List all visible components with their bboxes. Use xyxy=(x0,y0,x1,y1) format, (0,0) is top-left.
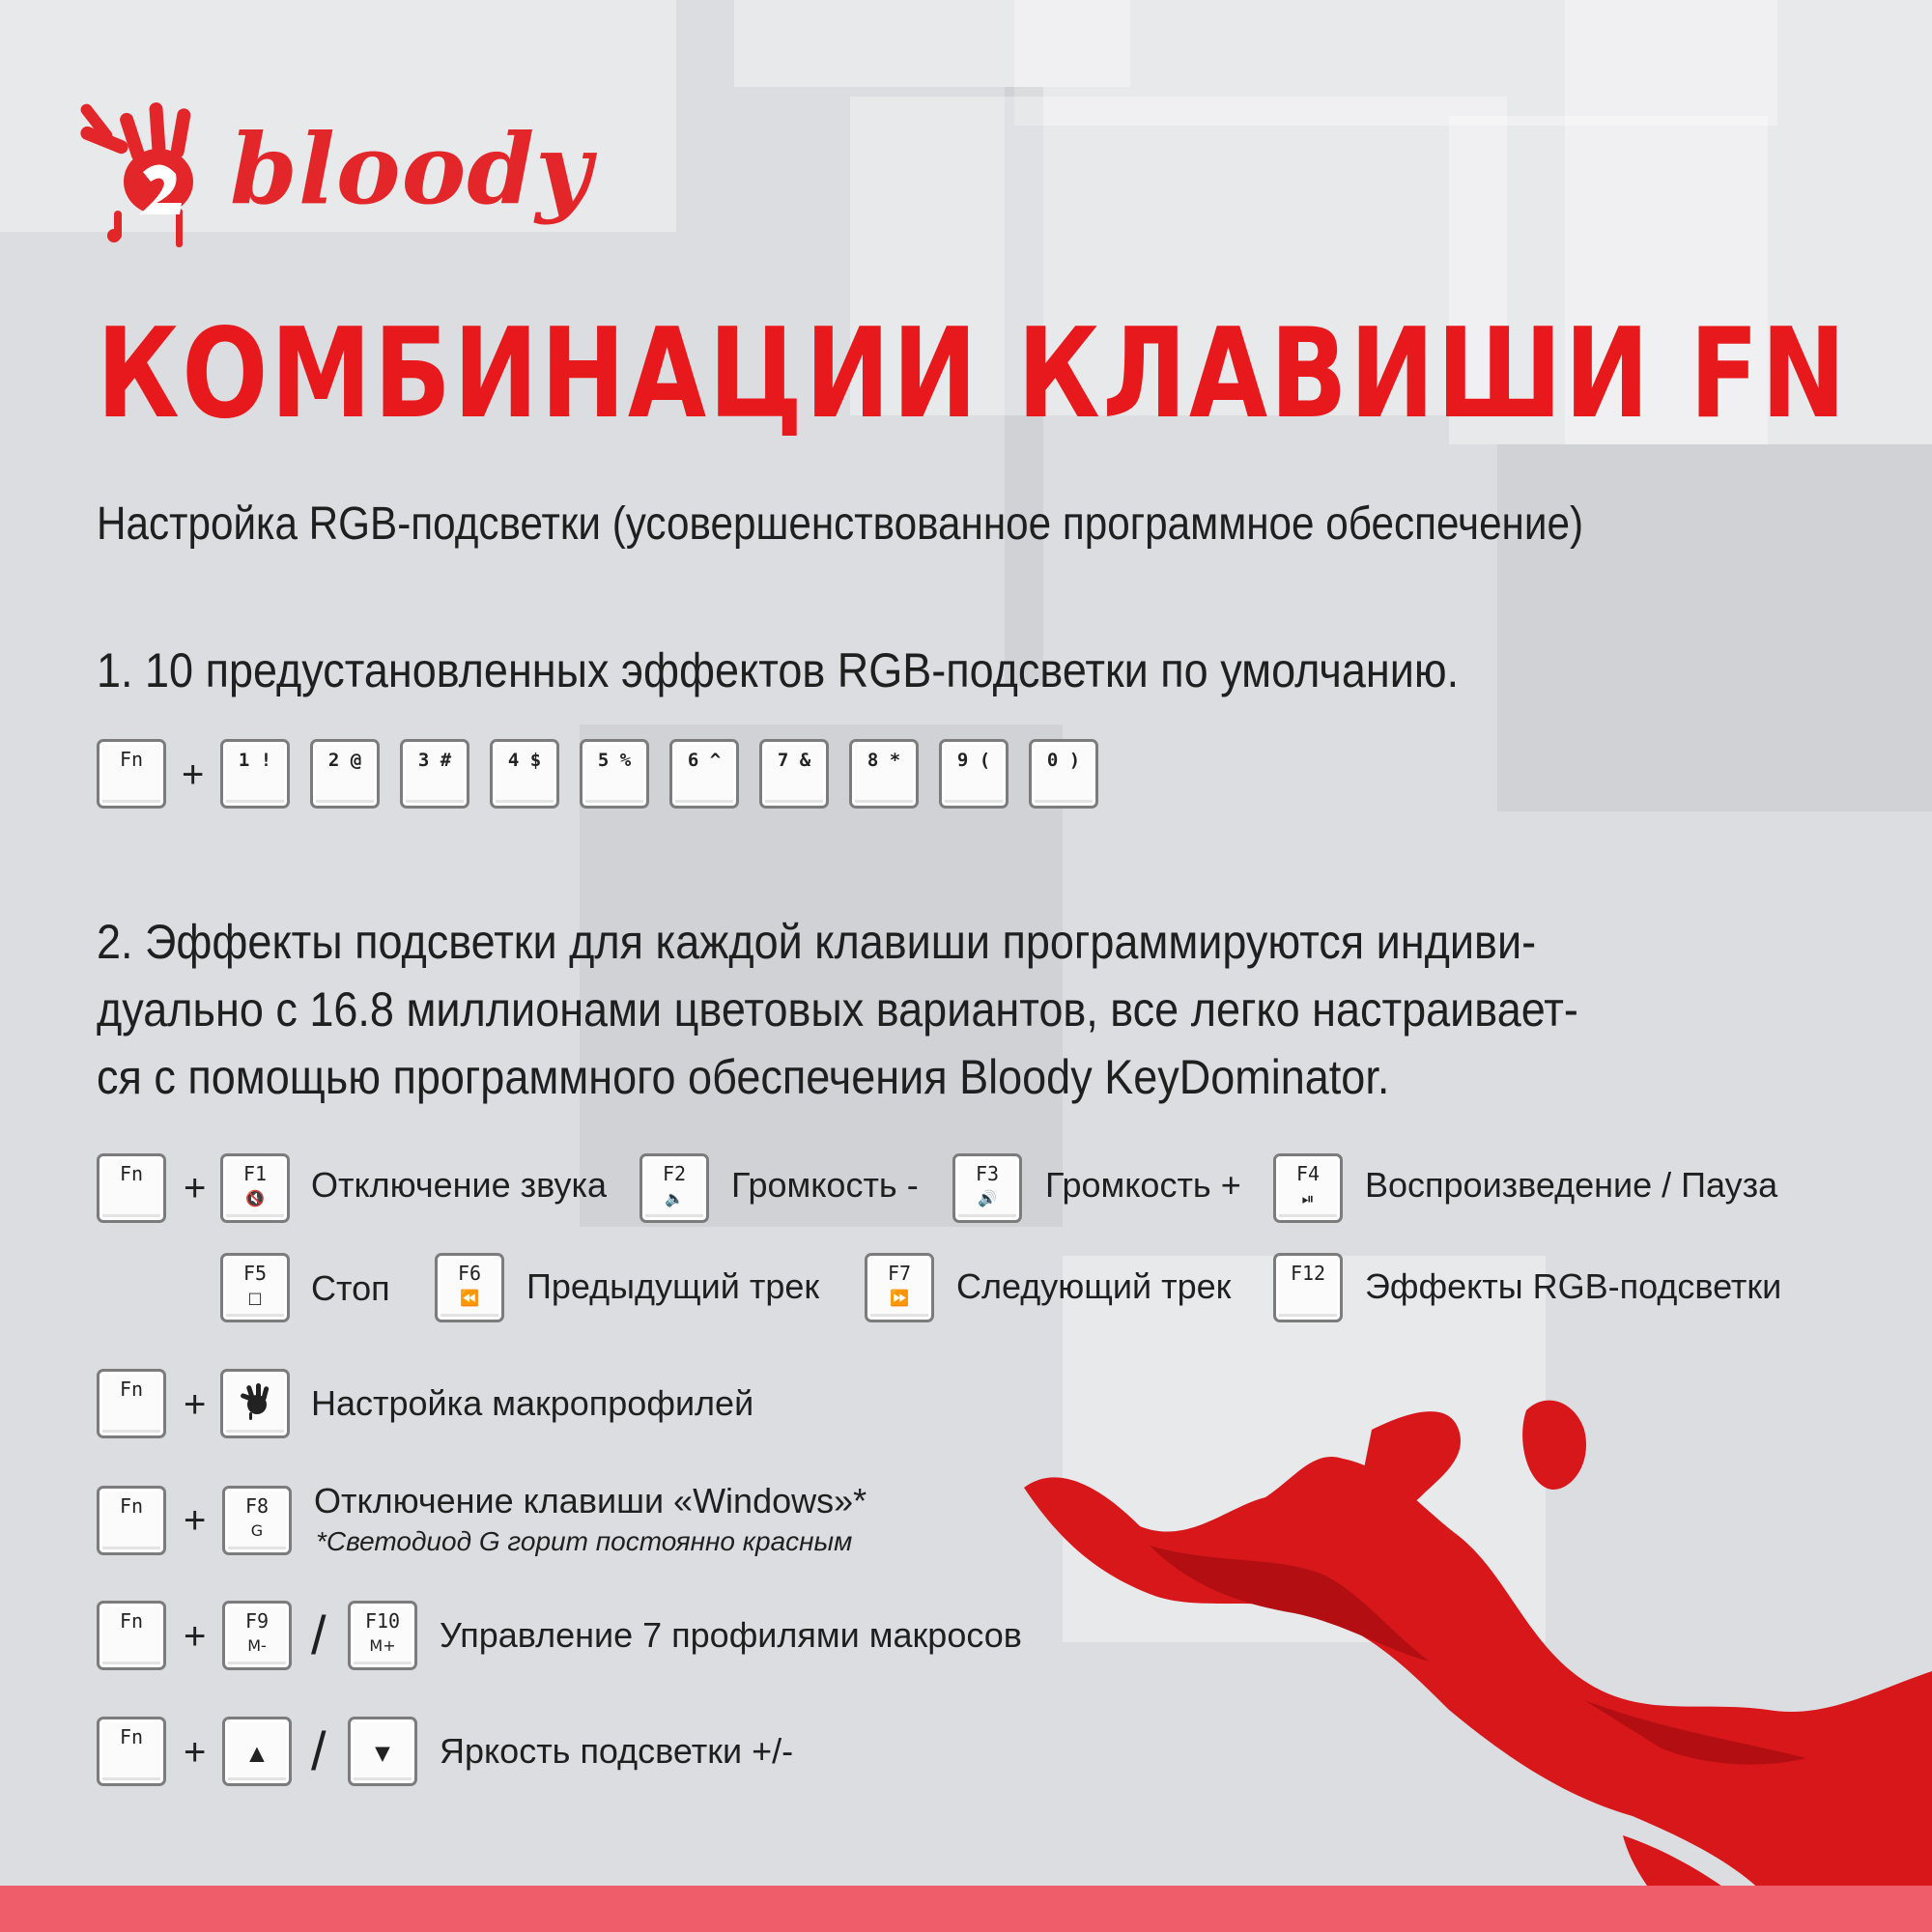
number-key: 6 ^ xyxy=(669,739,739,809)
next-track-label: Следующий трек xyxy=(956,1266,1232,1306)
slash-separator: / xyxy=(311,1720,327,1781)
plus-sign: + xyxy=(184,1615,207,1658)
bottom-bar xyxy=(0,1886,1932,1932)
bloody-macro-key xyxy=(220,1369,290,1438)
page-subtitle: Настройка RGB-подсветки (усовершенствованное программное обеспечение) xyxy=(97,498,1584,550)
number-key: 7 & xyxy=(759,739,829,809)
windows-lock-label: Отключение клавиши «Windows»* xyxy=(314,1481,867,1520)
play-pause-icon: ⏯ xyxy=(1301,1189,1315,1208)
slash-separator: / xyxy=(311,1605,327,1665)
plus-sign: + xyxy=(182,753,205,796)
number-key: 0 ) xyxy=(1029,739,1098,809)
number-key: 5 % xyxy=(580,739,649,809)
rgb-effects-label: Эффекты RGB-подсветки xyxy=(1365,1266,1782,1306)
number-key: 3 # xyxy=(400,739,469,809)
volume-down-label: Громкость - xyxy=(731,1165,919,1205)
volume-up-icon: 🔊 xyxy=(978,1189,997,1208)
arrow-down-key xyxy=(348,1717,417,1786)
plus-sign: + xyxy=(184,1167,207,1209)
fn-key: Fn xyxy=(97,739,166,809)
arrow-up-icon: ▲ xyxy=(249,1739,265,1768)
fn-key: Fn xyxy=(97,1486,166,1555)
section1-text: 1. 10 предустановленных эффектов RGB-подсветки по умолчанию. xyxy=(97,643,1460,697)
f10-key: F10 M+ xyxy=(348,1601,417,1670)
fn-key: Fn xyxy=(97,1601,166,1670)
f6-key: F6 ⏪ xyxy=(435,1253,504,1322)
brightness-label: Яркость подсветки +/- xyxy=(440,1731,794,1771)
arrow-up-key xyxy=(222,1717,292,1786)
f2-key: F2 🔈 xyxy=(639,1153,709,1223)
arrow-down-icon: ▼ xyxy=(375,1739,390,1768)
bloody-logo xyxy=(75,95,593,249)
macro-profiles-label: Настройка макропрофилей xyxy=(311,1383,754,1423)
number-key: 1 ! xyxy=(220,739,290,809)
fn-key: Fn xyxy=(97,1369,166,1438)
f12-key: F12 xyxy=(1273,1253,1343,1322)
logo-text: bloody xyxy=(230,112,593,226)
f1-key: F1 🔇 xyxy=(220,1153,290,1223)
volume-down-icon: 🔈 xyxy=(665,1189,684,1208)
f4-key: F4 ⏯ xyxy=(1273,1153,1343,1223)
previous-track-label: Предыдущий трек xyxy=(526,1266,820,1306)
plus-sign: + xyxy=(184,1731,207,1774)
number-key: 9 ( xyxy=(939,739,1009,809)
next-track-icon: ⏩ xyxy=(890,1289,909,1307)
section2-line: дуально с 16.8 миллионами цветовых вариантов, все легко настраивает- xyxy=(97,982,1578,1037)
mute-label: Отключение звука xyxy=(311,1165,608,1205)
plus-sign: + xyxy=(184,1499,207,1542)
number-key: 4 $ xyxy=(490,739,559,809)
f8-key: F8 G xyxy=(222,1486,292,1555)
stop-icon: □ xyxy=(247,1289,263,1307)
play-pause-label: Воспроизведение / Пауза xyxy=(1365,1165,1778,1205)
page-title: КОМБИНАЦИИ КЛАВИШИ FN xyxy=(97,302,1849,446)
section2-line: 2. Эффекты подсветки для каждой клавиши программируются индиви- xyxy=(97,915,1537,969)
profiles-label: Управление 7 профилями макросов xyxy=(440,1615,1022,1655)
previous-track-icon: ⏪ xyxy=(460,1289,479,1307)
bloody-hand-icon xyxy=(223,1372,287,1435)
number-key: 2 @ xyxy=(310,739,380,809)
bloody-hand-icon xyxy=(75,95,220,249)
stop-label: Стоп xyxy=(311,1268,390,1308)
paint-splash-image xyxy=(1005,1391,1932,1932)
section2-text xyxy=(97,908,1835,1111)
section2-line: ся с помощью программного обеспечения Bloody KeyDominator. xyxy=(97,1050,1390,1104)
volume-up-label: Громкость + xyxy=(1045,1165,1241,1205)
f7-key: F7 ⏩ xyxy=(865,1253,934,1322)
f9-key: F9 M- xyxy=(222,1601,292,1670)
fn-key: Fn xyxy=(97,1717,166,1786)
windows-lock-note: *Светодиод G горит постоянно красным xyxy=(316,1526,853,1556)
number-key: 8 * xyxy=(849,739,919,809)
f3-key: F3 🔊 xyxy=(952,1153,1022,1223)
f5-key: F5 □ xyxy=(220,1253,290,1322)
plus-sign: + xyxy=(184,1383,207,1426)
fn-key: Fn xyxy=(97,1153,166,1223)
mute-icon: 🔇 xyxy=(245,1189,265,1208)
